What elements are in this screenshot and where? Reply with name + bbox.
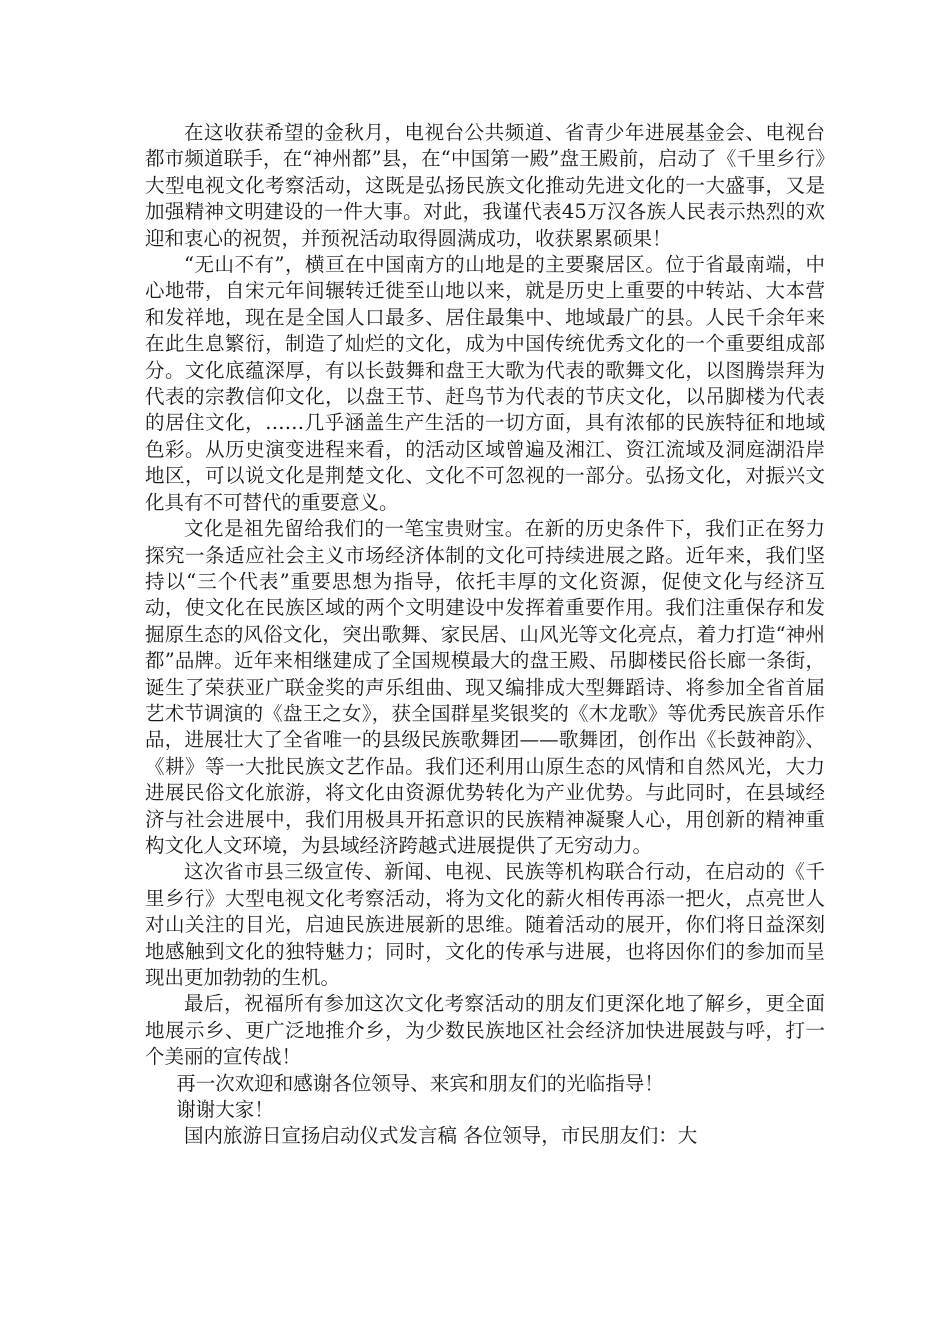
closing-welcome-line: 再一次欢迎和感谢各位领导、来宾和朋友们的光临指导！ [176, 1071, 664, 1095]
paragraph-culture-heritage: 文化是祖先留给我们的一笔宝贵财宝。在新的历史条件下，我们正在努力探究一条适应社会主义市场经济体制的文化可持续进展之路。近年来，我们坚持以“三个代表”重要思想为指导，依托丰厚的文化资源，促使文化与经济互动，使文化在民族区域的两个文明建设中发挥着重要作用。我们注重保存和发掘原生态的风俗文化，突出歌舞、家民居、山风光等文化亮点，着力打造“神州都”品牌。近年来相继建成了全国规模最大的盘王殿、吊脚楼民俗长廊一条街，诞生了荣获亚广联金奖的声乐组曲、现又编排成大型舞蹈诗、将参加全省首届艺术节调演的《盘王之女》，获全国群星奖银奖的《木龙歌》等优秀民族音乐作品，进展壮大了全省唯一的县级民族歌舞团——歌舞团，创作出《长鼓神韵》、《耕》等一大批民族文艺作品。我们还利用山原生态的风情和自然风光，大力进展民俗文化旅游，将文化由资源优势转化为产业优势。与此同时，在县域经济与社会进展中，我们用极具开拓意识的民族精神凝聚人心，用创新的精神重构文化人文环境，为县域经济跨越式进展提供了无穷动力。 [145, 517, 825, 857]
paragraph-culture-region: “无山不有”，横亘在中国南方的山地是的主要聚居区。位于省最南端，中心地带，自宋元年间辗转迁徙至山地以来，就是历史上重要的中转站、大本营和发祥地，现在是全国人口最多、居住最集中、地域最广的县。人民千余年来在此生息繁衍，制造了灿烂的文化，成为中国传统优秀文化的一个重要组成部分。文化底蕴深厚，有以长鼓舞和盘王大歌为代表的歌舞文化，以图腾崇拜为代表的宗教信仰文化，以盘王节、赶鸟节为代表的节庆文化，以吊脚楼为代表的居住文化，……几乎涵盖生产生活的一切方面，具有浓郁的民族特征和地域色彩。从历史演变进程来看，的活动区域曾遍及湘江、资江流域及洞庭湖沿岸地区，可以说文化是荆楚文化、文化不可忽视的一部分。弘扬文化，对振兴文化具有不可替代的重要意义。 [145, 253, 825, 514]
next-speech-heading-line: 国内旅游日宣扬启动仪式发言稿 各位领导，市民朋友们：大 [184, 1124, 698, 1148]
document-body [145, 120, 825, 1150]
paragraph-blessing: 最后，祝福所有参加这次文化考察活动的朋友们更深化地了解乡，更全面地展示乡、更广泛地推介乡，为少数民族地区社会经济加快进展鼓与呼，打一个美丽的宣传战！ [145, 992, 825, 1069]
paragraph-joint-action: 这次省市县三级宣传、新闻、电视、民族等机构联合行动，在启动的《千里乡行》大型电视文化考察活动，将为文化的薪火相传再添一把火，点亮世人对山关注的目光，启迪民族进展新的思维。随着活动的展开，你们将日益深刻地感触到文化的独特魅力；同时，文化的传承与进展，也将因你们的参加而呈现出更加勃勃的生机。 [145, 860, 825, 989]
paragraph-opening: 在这收获希望的金秋月，电视台公共频道、省青少年进展基金会、电视台都市频道联手，在“神州都”县，在“中国第一殿”盘王殿前，启动了《千里乡行》大型电视文化考察活动，这既是弘扬民族文化推动先进文化的一大盛事，又是加强精神文明建设的一件大事。对此，我谨代表45万汉各族人民表示热烈的欢迎和衷心的祝贺，并预祝活动取得圆满成功，收获累累硕果！ [145, 121, 825, 250]
closing-thanks-line: 谢谢大家！ [176, 1098, 274, 1122]
